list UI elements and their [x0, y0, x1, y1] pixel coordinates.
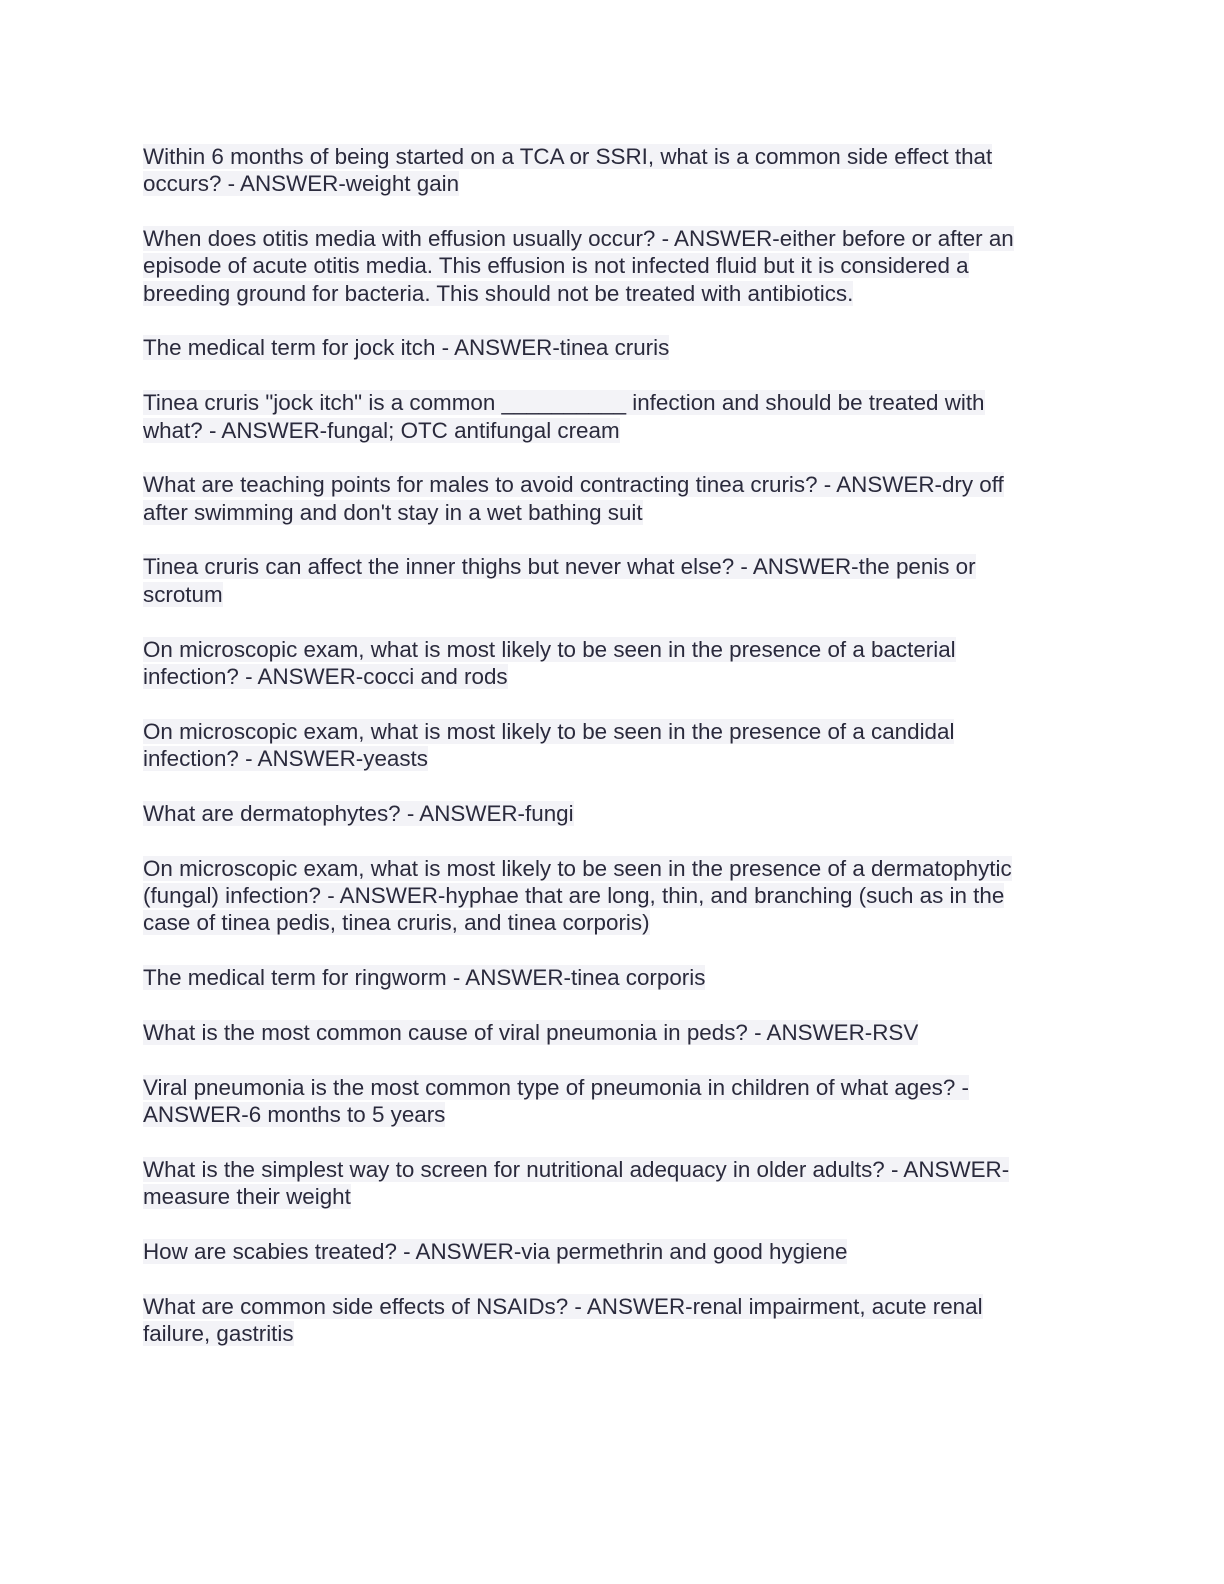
qa-item: The medical term for ringworm - ANSWER-tinea corporis [143, 964, 706, 990]
qa-item: The medical term for jock itch - ANSWER-tinea cruris [143, 335, 670, 361]
qa-item: Viral pneumonia is the most common type of pneumonia in children of what ages? - ANSWER-6 months to 5 years [143, 1074, 970, 1127]
qa-item: What are common side effects of NSAIDs? - ANSWER-renal impairment, acute renal failure, gastritis [143, 1293, 983, 1346]
qa-item: What are teaching points for males to avoid contracting tinea cruris? - ANSWER-dry off after swimming and don't stay in a wet bathing suit [143, 472, 1004, 525]
qa-item: When does otitis media with effusion usually occur? - ANSWER-either before or after an episode of acute otitis media. This effusion is not infected fluid but it is considered a breeding ground for bacteria. This should not be treated with antibiotics. [143, 226, 1014, 306]
qa-list [143, 143, 1083, 1375]
qa-item: What are dermatophytes? - ANSWER-fungi [143, 800, 574, 826]
qa-item: On microscopic exam, what is most likely to be seen in the presence of a dermatophytic (fungal) infection? - ANSWER-hyphae that are long, thin, and branching (such as in the case of tinea pedis, tinea cruris, and tinea corporis) [143, 855, 1012, 936]
qa-item: How are scabies treated? - ANSWER-via permethrin and good hygiene [143, 1238, 848, 1264]
qa-item: On microscopic exam, what is most likely to be seen in the presence of a bacterial infection? - ANSWER-cocci and rods [143, 636, 956, 689]
qa-item: Tinea cruris "jock itch" is a common __________ infection and should be treated with what? - ANSWER-fungal; OTC antifungal cream [143, 390, 985, 443]
qa-item: What is the simplest way to screen for nutritional adequacy in older adults? - ANSWER- measure their weight [143, 1156, 1010, 1209]
qa-item: On microscopic exam, what is most likely to be seen in the presence of a candidal infection? - ANSWER-yeasts [143, 718, 955, 771]
qa-item: Tinea cruris can affect the inner thighs but never what else? - ANSWER-the penis or scrotum [143, 554, 976, 607]
qa-item: Within 6 months of being started on a TCA or SSRI, what is a common side effect that occurs? - ANSWER-weight gain [143, 144, 993, 197]
qa-item: What is the most common cause of viral pneumonia in peds? - ANSWER-RSV [143, 1019, 919, 1045]
